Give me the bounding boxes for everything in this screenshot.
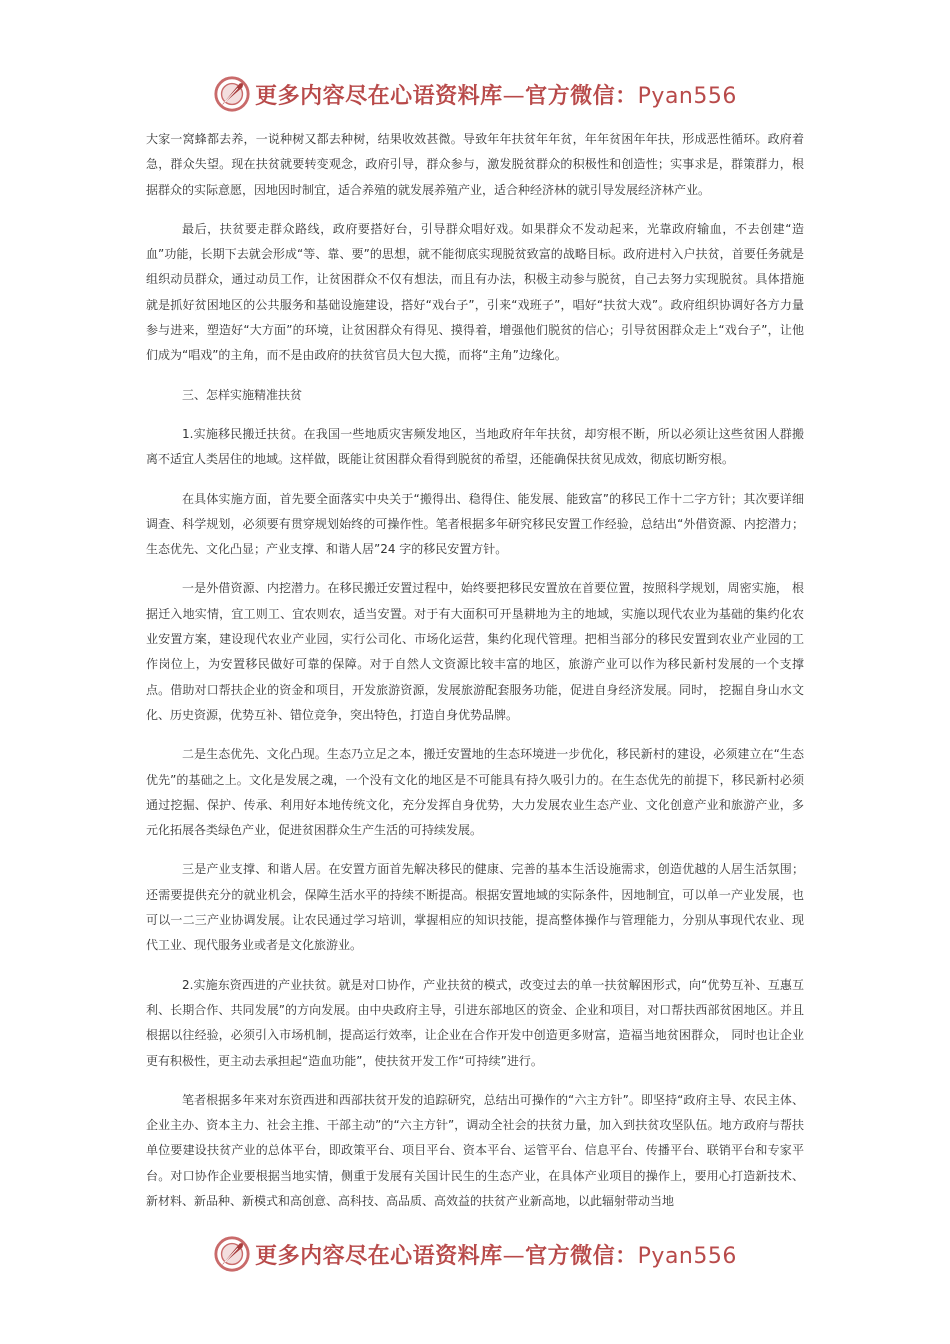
paragraph-5: 一是外借资源、内挖潜力。在移民搬迁安置过程中，始终要把移民安置放在首要位置，按照科学规划，周密实施， 根据迁入地实情，宜工则工、宜农则农，适当安置。对于有大面积可开垦耕地为主的地域，实施以现代农业为基础的集约化农业安置方案，建设现代农业产业园，实行公司化、市场化运营，集约化现代管理。把相当部分的移民安置到农业产业园的工作岗位上，为安置移民做好可靠的保障。对于自然人文资源比较丰富的地区，旅游产业可以作为移民新村发展的一个支撑点。借助对口帮扶企业的资金和项目，开发旅游资源，发展旅游配套服务功能，促进自身经济发展。同时， 挖掘自身山水文化、历史资源，优势互补、错位竞争，突出特色，打造自身优势品牌。 — [146, 581, 804, 722]
watermark-wechat-id: Pyan556 — [637, 83, 737, 109]
footer-watermark — [213, 1235, 737, 1273]
paragraph-7: 三是产业支撑、和谐人居。在安置方面首先解决移民的健康、完善的基本生活设施需求，创造优越的人居生活氛围；还需要提供充分的就业机会，保障生活水平的持续不断提高。根据安置地域的实际条件，因地制宜，可以单一产业发展，也可以一二三产业协调发展。让农民通过学习培训，掌握相应的知识技能，提高整体操作与管理能力，分别从事现代农业、现代工业、现代服务业或者是文化旅游业。 — [146, 862, 804, 953]
paragraph-3: 1.实施移民搬迁扶贫。在我国一些地质灾害频发地区，当地政府年年扶贫，却穷根不断，所以必须让这些贫困人群搬离不适宜人类居住的地域。这样做，既能让贫困群众看得到脱贫的希望，还能确保扶贫见成效，彻底切断穷根。 — [146, 426, 804, 467]
paragraph-1: 大家一窝蜂都去养，一说种树又都去种树，结果收效甚微。导致年年扶贫年年贫，年年贫困年年扶，形成恶性循环。政府着急，群众失望。现在扶贫就要转变观念，政府引导，群众参与，激发脱贫群众的积极性和创造性；实事求是，群策群力，根据群众的实际意愿，因地因时制宜，适合养殖的就发展养殖产业，适合种经济林的就引导发展经济林产业。 — [146, 132, 804, 197]
paragraph-9: 笔者根据多年来对东资西进和西部扶贫开发的追踪研究，总结出可操作的“六主方针”。即坚持“政府主导、农民主体、企业主办、资本主力、社会主推、干部主动”的“六主方针”，调动全社会的扶贫力量，加入到扶贫攻坚队伍。地方政府与帮扶单位要建设扶贫产业的总体平台，即政策平台、项目平台、资本平台、运管平台、信息平台、传播平台、联销平台和专家平台。对口协作企业要根据当地实情，侧重于发展有关国计民生的生态产业，在具体产业项目的操作上，要用心打造新技术、新材料、新品种、新模式和高创意、高科技、高品质、高效益的扶贫产业新高地，以此辐射带动当地 — [146, 1092, 804, 1208]
paragraph-8: 2.实施东资西进的产业扶贫。就是对口协作，产业扶贫的模式，改变过去的单一扶贫解困形式，向“优势互补、互惠互利、长期合作、共同发展”的方向发展。由中央政府主导，引进东部地区的资金、企业和项目，对口帮扶西部贫困地区。并且根据以往经验，必须引入市场机制，提高运行效率，让企业在合作开发中创造更多财富，造福当地贫困群众， 同时也让企业更有积极性，更主动去承担起“造血功能”，使扶贫开发工作“可持续”进行。 — [146, 977, 804, 1068]
section-heading: 三、怎样实施精准扶贫 — [182, 387, 303, 402]
quill-logo-icon — [213, 1235, 251, 1273]
header-watermark — [213, 75, 737, 113]
quill-logo-icon — [213, 75, 251, 113]
paragraph-4: 在具体实施方面，首先要全面落实中央关于“搬得出、稳得住、能发展、能致富”的移民工作十二字方针；其次要详细调查、科学规划，必须要有贯穿规划始终的可操作性。笔者根据多年研究移民安置工作经验，总结出“外借资源、内挖潜力；生态优先、文化凸显；产业支撑、和谐人居”24 字的移民安置方针。 — [146, 491, 804, 557]
paragraph-2: 最后，扶贫要走群众路线，政府要搭好台，引导群众唱好戏。如果群众不发动起来，光靠政府输血，不去创建“造血”功能，长期下去就会形成“等、靠、要”的思想，就不能彻底实现脱贫致富的战略目标。政府进村入户扶贫，首要任务就是组织动员群众，通过动员工作，让贫困群众不仅有想法，而且有办法，积极主动参与脱贫，自己去努力实现脱贫。具体措施就是抓好贫困地区的公共服务和基础设施建设，搭好“戏台子”，引来“戏班子”，唱好“扶贫大戏”。政府组织协调好各方力量参与进来，塑造好“大方面”的环境，让贫困群众有得见、摸得着，增强他们脱贫的信心；引导贫困群众走上“戏台子”，让他们成为“唱戏”的主角，而不是由政府的扶贫官员大包大揽，而将“主角”边缘化。 — [146, 221, 804, 363]
watermark-text — [255, 79, 737, 110]
header-watermark-banner — [0, 72, 950, 116]
watermark-wechat-label: 官方微信： — [525, 1243, 638, 1269]
paragraph-6: 二是生态优先、文化凸现。生态乃立足之本，搬迁安置地的生态环境进一步优化，移民新村的建设，必须建立在“生态优先”的基础之上。文化是发展之魂，一个没有文化的地区是不可能具有持久吸引力的。在生态优先的前提下，移民新村必须通过挖掘、保护、传承、利用好本地传统文化，充分发挥自身优势，大力发展农业生态产业、文化创意产业和旅游产业，多元化拓展各类绿色产业，促进贫困群众生产生活的可持续发展。 — [146, 747, 804, 838]
watermark-wechat-id: Pyan556 — [637, 1243, 737, 1269]
document-body — [146, 127, 804, 1214]
watermark-main-text: 更多内容尽在心语资料库 — [255, 1243, 503, 1269]
watermark-wechat-label: 官方微信： — [525, 83, 638, 109]
watermark-text — [255, 1239, 737, 1270]
watermark-main-text: 更多内容尽在心语资料库 — [255, 83, 503, 109]
footer-watermark-banner — [0, 1232, 950, 1276]
watermark-dash: — — [502, 83, 526, 109]
watermark-dash: — — [502, 1243, 526, 1269]
